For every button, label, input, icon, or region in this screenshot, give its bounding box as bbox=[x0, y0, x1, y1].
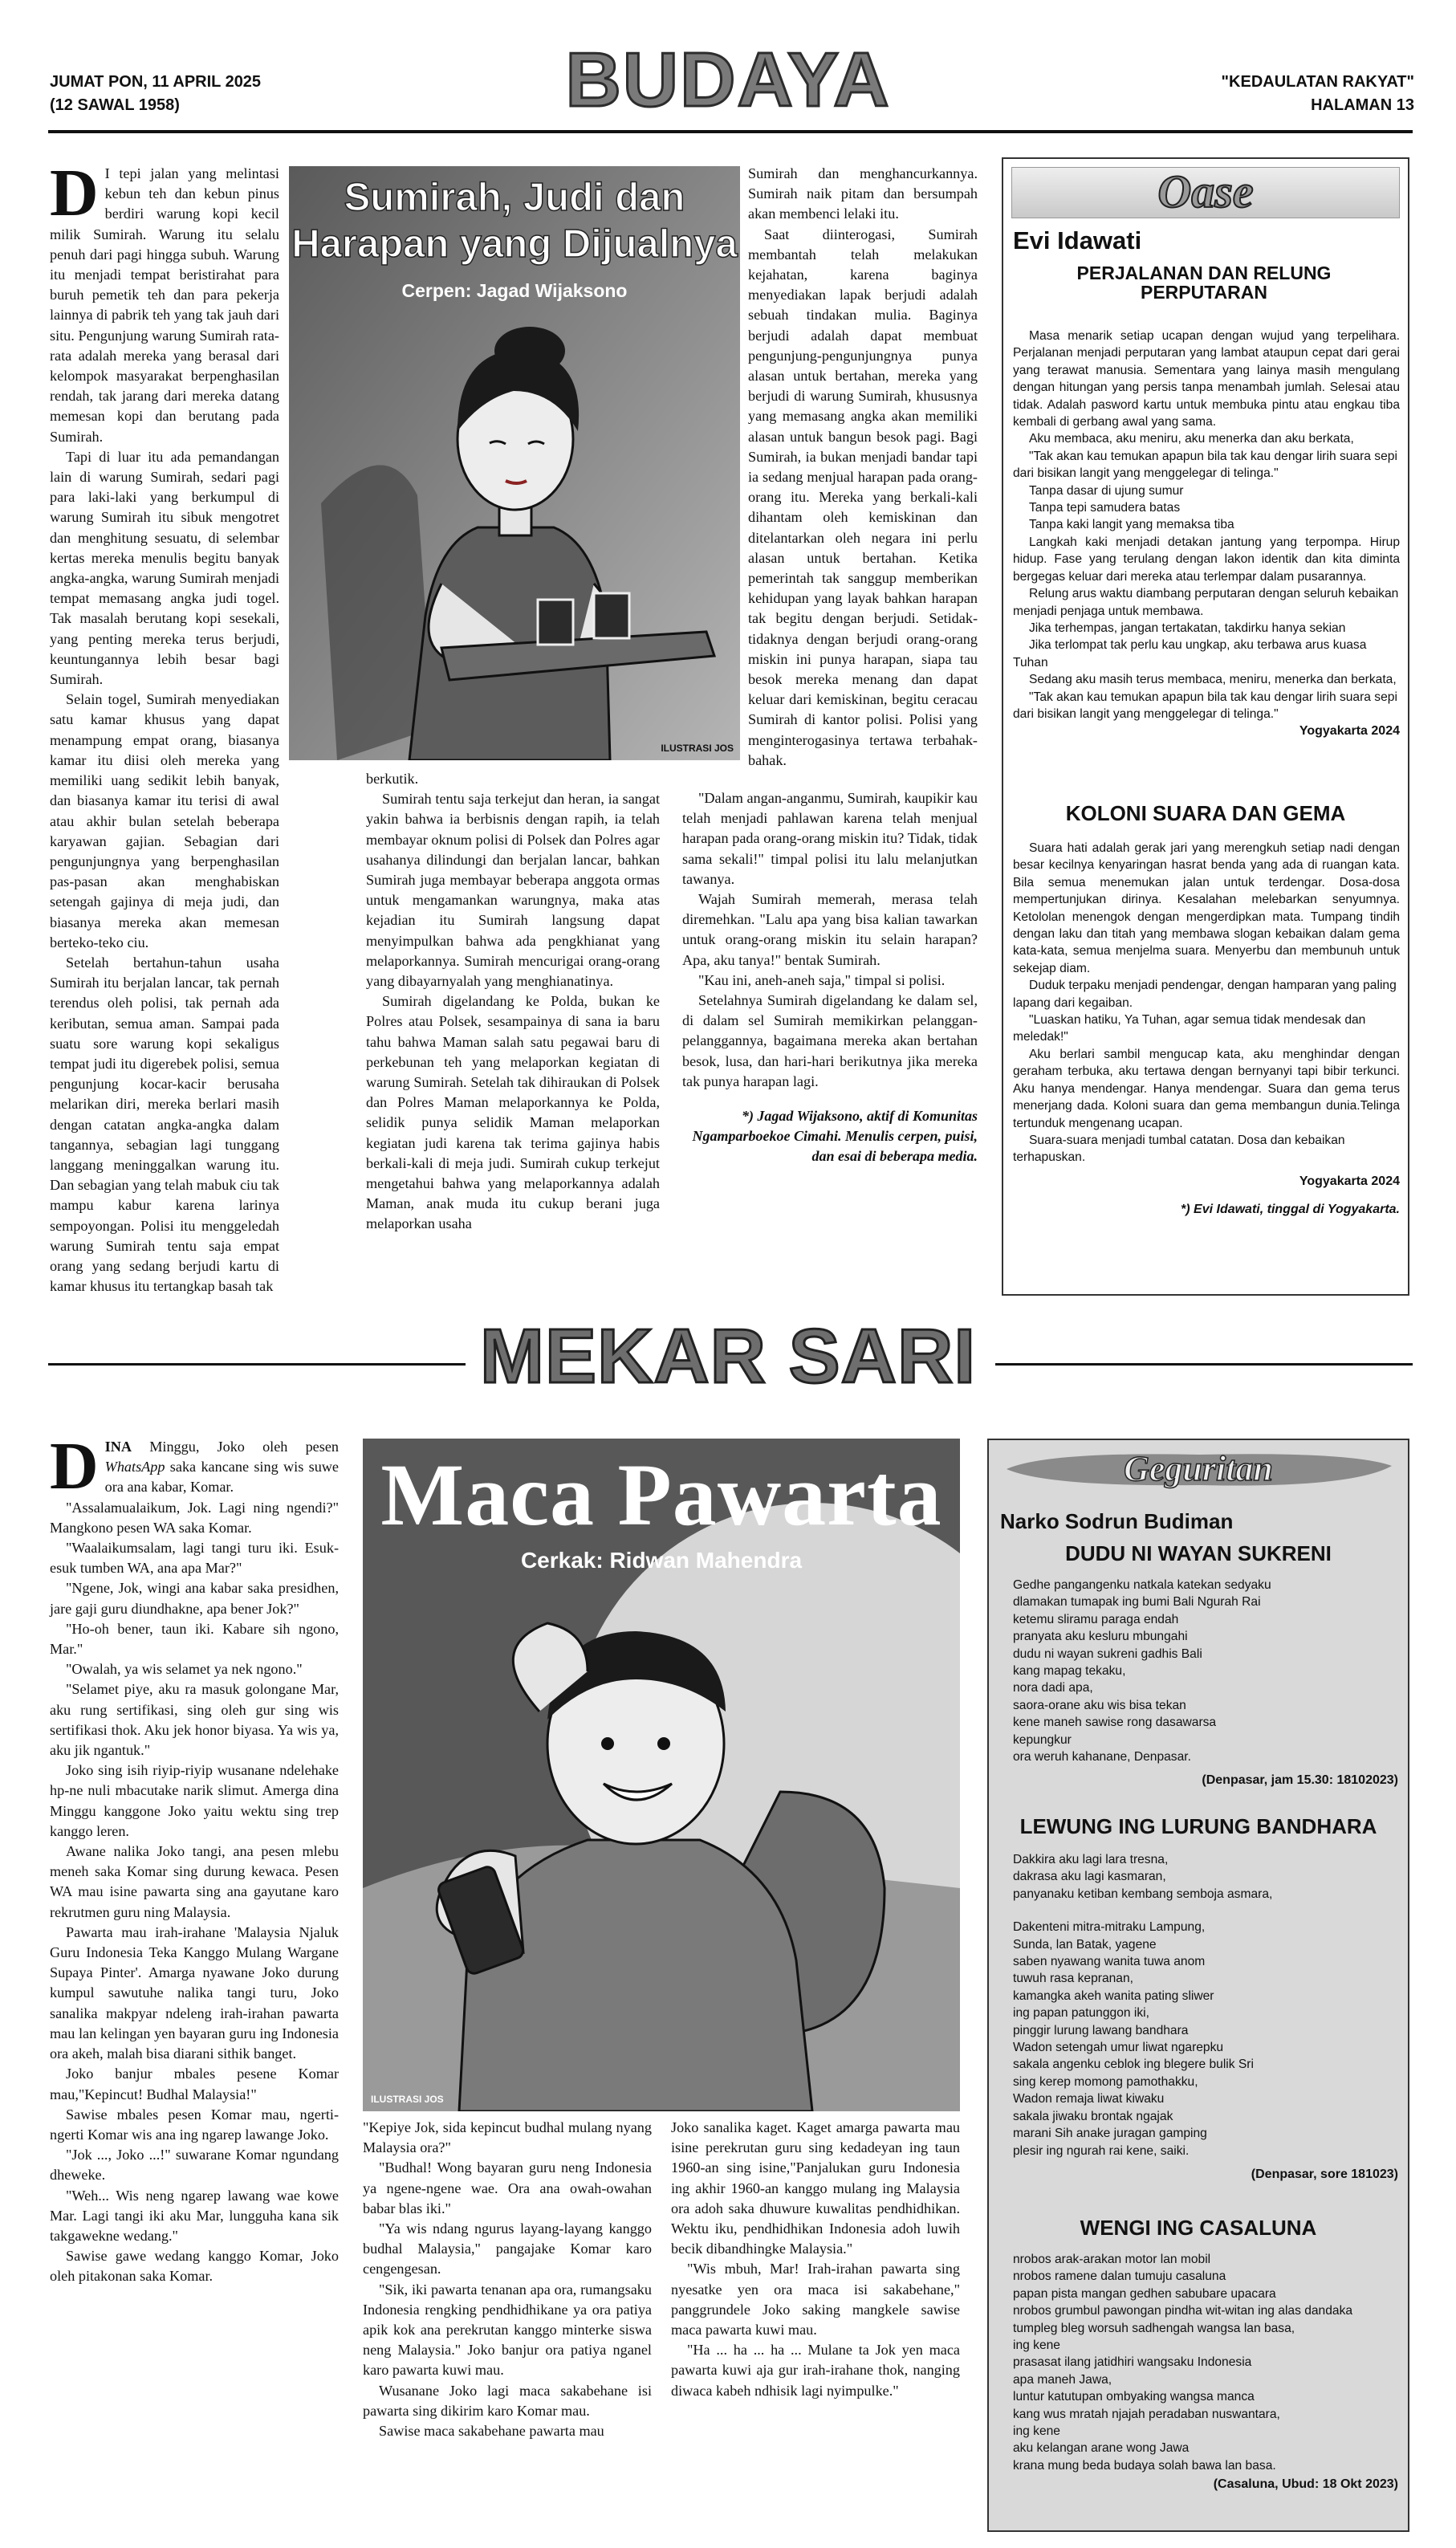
poem-line: nrobos ramene dalan tumuju casaluna bbox=[1013, 2269, 1226, 2284]
poem-line: Wadon remaja liwat kiwaku bbox=[1013, 2092, 1165, 2106]
poem-line: Aku membaca, aku meniru, aku menerka dan aku berkata, bbox=[1029, 432, 1354, 446]
poem-line: Langkah kaki menjadi detakan jantung yang terpompa. Hirup hidup. Fase yang terulang dengan lakon identik dan kita diminta bergegas keluar dari mereka atau terlempar dalam pusarannya. bbox=[1013, 535, 1400, 584]
masthead-paper-block bbox=[1222, 71, 1414, 117]
geguritan-place-3: (Casaluna, Ubud: 18 Okt 2023) bbox=[1213, 2477, 1398, 2492]
geguritan-place-2: (Denpasar, sore 181023) bbox=[1251, 2167, 1398, 2181]
geguritan-poem3 bbox=[1013, 2251, 1398, 2493]
cerkak-paragraph: "Weh... Wis neng ngarep lawang wae kowe Mar. Lagi tangi iki aku Mar, lungguha kana sik takgawekne wedang." bbox=[50, 2187, 339, 2244]
geguritan-box bbox=[987, 1439, 1409, 2532]
cerpen-paragraph: Sumirah tentu saja terkejut dan heran, ia sangat yakin bahwa ia berbisnis dengan rapih, ia telah membayar oknum polisi di Polsek dan Polres agar usahanya dilindungi dan berjalan lancar, bahkan Sumirah juga membayar beberapa anggota ormas untuk mengamankan warungnya, maka atas kejadian itu Sumirah langsung dapat menyimpulkan bahwa ada pengkhianat yang melaporkannya. Sumirah mencurigai orang-orang yang dibayarnyalah yang menghianatinya. bbox=[366, 791, 660, 990]
poem-line: dlamakan tumapak ing bumi Bali Ngurah Rai bbox=[1013, 1595, 1261, 1610]
poem-line: prasasat ilang jatidhiri wangsaku Indonesia bbox=[1013, 2355, 1252, 2370]
poem-line: saora-orane aku wis bisa tekan bbox=[1013, 1698, 1186, 1712]
geguritan-header-banner bbox=[998, 1447, 1398, 1492]
poem-line: panyanaku ketiban kembang semboja asmara, bbox=[1013, 1887, 1273, 1901]
cerkak-paragraph: "Ha ... ha ... ha ... Mulane ta Jok yen maca pawarta kuwi aja gur irah-irahane thok, nanging diwaca kabeh ndhisik lagi nyimpulke." bbox=[671, 2342, 960, 2399]
cerkak-column-2 bbox=[363, 2118, 652, 2441]
cerkak-title: Maca Pawarta bbox=[380, 1446, 942, 1544]
poem-line: Gedhe pangangenku natkala katekan sedyaku bbox=[1013, 1578, 1271, 1592]
poem-line: "Tak akan kau temukan apapun bila tak kau dengar lirih suara sepi dari bisikan langit yang menggelegar di telinga." bbox=[1013, 690, 1397, 721]
cerkak-paragraph: Joko banjur mbales pesene Komar mau,"Kepincut! Budhal Malaysia!" bbox=[50, 2066, 339, 2102]
cerpen-paragraph: "Dalam angan-anganmu, Sumirah, kaupikir kau telah menjadi pahlawan karena telah menjual harapan pada orang-orang miskin itu? Tidak, tidak sama sekali!" timpal polisi itu lalu melanjutkan tawanya. bbox=[682, 790, 978, 887]
cerpen-paragraph: "Kau ini, aneh-aneh saja," timpal si polisi. bbox=[698, 971, 946, 988]
oase-place-2: Yogyakarta 2024 bbox=[1299, 1174, 1400, 1188]
cerpen-column-1 bbox=[50, 156, 279, 1296]
poem-line: sakala angenku ceblok ing blegere bulik Sri bbox=[1013, 2058, 1254, 2072]
cerpen-column-2 bbox=[366, 769, 660, 1235]
dropcap: D bbox=[50, 156, 99, 230]
poem-line: ora weruh kahanane, Denpasar. bbox=[1013, 1750, 1191, 1764]
poem-line: ketemu sliramu paraga endah bbox=[1013, 1612, 1179, 1626]
cerkak-paragraph: Pawarta mau irah-irahane 'Malaysia Njaluk Guru Indonesia Teka Kanggo Mulang Wargane Supaya Pinter'. Amarga nyawane Joko durung kumpul sawutuhe nalika tangi turu, Joko sanalika makpyar ndeleng irah-irahan pawarta mau lan kelingan yen bayaran guru ing Indonesia ora akeh, malah bisa diarani sithik banget. bbox=[50, 1923, 339, 2062]
geguritan-poem3-title: WENGI ING CASALUNA bbox=[1080, 2216, 1317, 2240]
cerkak-lead-tail: saka kancane sing wis suwe ora ana kabar, Komar. bbox=[104, 1459, 339, 1496]
poem-line: pranyata aku kesluru mbungahi bbox=[1013, 1630, 1188, 1644]
poem-line: kang wus mratah njajah peradaban nuswantara, bbox=[1013, 2407, 1280, 2421]
poem-line: plesir ing ngurah rai kene, saiki. bbox=[1013, 2143, 1190, 2158]
oase-poem2-title: KOLONI SUARA DAN GEMA bbox=[1065, 801, 1346, 825]
poem-line: Tanpa tepi samudera batas bbox=[1029, 501, 1181, 515]
section-rule-right bbox=[995, 1363, 1413, 1366]
cerkak-paragraph: "Ya wis ndang ngurus layang-layang kanggo budhal Malaysia," pangajake Komar karo cengengesan. bbox=[363, 2220, 652, 2277]
cerkak-paragraph: Joko sanalika kaget. Kaget amarga pawarta mau isine perekrutan guru sing kedadeyan ing taun 1960-an sing isine,"Panjalukan guru Indonesia ing akhir 1960-an kanggo mulang ing Malaysia ora adoh saka dhuwure kuwalitas pendhidhikan. Wektu iku, pendhidhikan Indonesia adoh luwih becik dibandhingke Malaysia." bbox=[671, 2119, 960, 2257]
poem-line: Aku berlari sambil mengucap kata, aku menghindar dengan geraham terbuka, aku tertawa dengan bernyanyi tapi bibir terkunci. Aku hanya mendengar. Hanya mendengar. Suara dan gema terus menerjang dada. Koloni suara dan gema membangun dunia.Telinga tertunduk mengenang ucapan. bbox=[1013, 1047, 1400, 1130]
cerpen-paragraph: Wajah Sumirah memerah, merasa telah diremehkan. "Lalu apa yang bisa kalian tawarkan untuk orang-orang miskin itu selain harapan? Apa, aku tanya!" bentak Sumirah. bbox=[682, 891, 978, 968]
poem-line: sakala jiwaku brontak ngajak bbox=[1013, 2109, 1173, 2123]
dropcap: D bbox=[50, 1429, 99, 1504]
cerkak-lead-word: INA bbox=[104, 1439, 132, 1455]
oase-poem1-title: PERJALANAN DAN RELUNG PERPUTARAN bbox=[1076, 263, 1332, 303]
poem-line: tumpleg bleg worsuh sadhengah wangsa lan basa, bbox=[1013, 2321, 1295, 2335]
cerkak-paragraph: "Wis mbuh, Mar! Irah-irahan pawarta sing nyesatke yen ora maca isi sakabehane," panggrundele Joko saking mangkele sawise maca pawarta kuwi mau. bbox=[671, 2261, 960, 2338]
cerkak-paragraph: Sawise maca sakabehane pawarta mau bbox=[379, 2423, 604, 2440]
poem-line: luntur katutupan ombyaking wangsa manca bbox=[1013, 2390, 1255, 2404]
poem-line: nrobos grumbul pawongan pindha wit-witan ing alas dandaka bbox=[1013, 2304, 1353, 2318]
oase-place-1: Yogyakarta 2024 bbox=[1299, 724, 1400, 739]
section-title-mekar-sari: MEKAR SARI bbox=[479, 1313, 976, 1399]
cerkak-column-1 bbox=[50, 1429, 339, 2287]
cerkak-lead-italic: WhatsApp bbox=[104, 1459, 165, 1475]
stanza-gap bbox=[1013, 1903, 1398, 1919]
cerkak-column-3 bbox=[671, 2118, 960, 2401]
poem-line: papan pista mangan gedhen sabubare upacara bbox=[1013, 2286, 1276, 2301]
cerpen-column-3-bottom bbox=[682, 788, 978, 1166]
oase-box bbox=[1002, 157, 1409, 1296]
masthead-hijri-date: (12 SAWAL 1958) bbox=[50, 96, 180, 114]
cerkak-byline: Cerkak: Ridwan Mahendra bbox=[520, 1548, 803, 1573]
cerkak-paragraph: "Owalah, ya wis selamet ya nek ngono." bbox=[66, 1661, 303, 1678]
cerpen-paragraph: Tapi di luar itu ada pemandangan lain di warung Sumirah, sedari pagi para laki-laki yang berkumpul di warung Sumirah itu sibuk mengotret dan menghitung sesuatu, di selembar kertas mereka menulis begitu banyak angka-angka, warung Sumirah menjadi tempat memasang angka judi togel. Tak masalah berutang kopi sesekali, yang penting mereka terus berjudi, keuntungannya lebih besar bagi Sumirah. bbox=[50, 448, 279, 688]
poem-line: Masa menarik setiap ucapan dengan wujud yang terpelihara. Perjalanan menjadi perputaran yang lambat ataupun cepat dari gerai yang terawat manusia. Sementara yang lainya masih mengulang dengan hitungan yang persis tanpa menambah jumlah. Selesai atau tidak. Adalah pasword kartu untuk membuka pintu atau engkau tiba kembali di gerbang awal yang sama. bbox=[1013, 329, 1400, 429]
masthead-page-number: HALAMAN 13 bbox=[1311, 96, 1414, 114]
poem-line: Sunda, lan Batak, yagene bbox=[1013, 1937, 1157, 1952]
poem-line: ing kene bbox=[1013, 2424, 1060, 2439]
cerkak-paragraph: Sawise mbales pesen Komar mau, ngerti-ngerti Komar wis ana ing ngarep lawange Joko. bbox=[50, 2106, 339, 2143]
cerkak-paragraph: "Assalamualaikum, Jok. Lagi ning ngendi?" Mangkono pesen WA saka Komar. bbox=[50, 1499, 339, 1536]
poem-line: Dakenteni mitra-mitraku Lampung, bbox=[1013, 1920, 1206, 1935]
poem-line: kang mapag tekaku, bbox=[1013, 1664, 1126, 1679]
cerpen-column-3 bbox=[748, 164, 978, 771]
poem-line: nora dadi apa, bbox=[1013, 1681, 1093, 1695]
cerkak-illustration-credit: ILUSTRASI JOS bbox=[371, 2094, 444, 2105]
poem-line: kene maneh sawise rong dasawarsa bbox=[1013, 1716, 1217, 1730]
cerpen-paragraph: Setelah bertahun-tahun usaha Sumirah itu berjalan lancar, tak pernah terendus oleh polisi, tak pernah ada keributan, semua aman. Sampai pada suatu sore warung kopi sekaligus tempat judi itu digerebek polisi, semua pengunjung kocar-kacir berusaha melarikan diri, mereka berlari masih dengan catatan angka-angka dalam tangannya, sebagian lagi tunggang langgang meninggalkan warung itu. Dan sebagian yang telah mabuk ciu tak mampu kabur karena larinya sempoyongan. Polisi itu menggeledah warung Sumirah tentu saja empat orang yang sedang berjudi kartu di kamar khusus itu tertangkap basah tak bbox=[50, 954, 279, 1295]
poem-line: apa maneh Jawa, bbox=[1013, 2372, 1112, 2387]
poem-line: dudu ni wayan sukreni gadhis Bali bbox=[1013, 1646, 1202, 1661]
masthead-paper-name: "KEDAULATAN RAKYAT" bbox=[1221, 73, 1414, 91]
cerkak-paragraph: "Sik, iki pawarta tenanan apa ora, rumangsaku Indonesia rengking pendhidhikane ya ora patiya apik kok ana perekrutan kanggo minterke siswa neng Malaysia." Joko banjur ora patiya nganel karo pawarta kuwi mau. bbox=[363, 2281, 652, 2379]
cerpen-illustration bbox=[289, 166, 740, 760]
poem-line: nrobos arak-arakan motor lan mobil bbox=[1013, 2253, 1211, 2266]
cerkak-paragraph: "Budhal! Wong bayaran guru neng Indonesia ya ngene-ngene wae. Ora ana owah-owahan babar blas iki." bbox=[363, 2159, 652, 2216]
cerkak-paragraph: "Jok ..., Joko ...!" suwarane Komar ngundang dheweke. bbox=[50, 2147, 339, 2184]
poem-line: "Tak akan kau temukan apapun bila tak kau dengar lirih suara sepi dari bisikan langit yang menggelegar di telinga." bbox=[1013, 449, 1397, 481]
geguritan-author: Narko Sodrun Budiman bbox=[1000, 1509, 1234, 1533]
poem-line: krana mung beda budaya solah bawa lan basa. bbox=[1013, 2458, 1276, 2473]
cerpen-paragraph: I tepi jalan yang melintasi kebun teh dan kebun pinus berdiri warung kopi kecil milik Sumirah. Warung itu selalu penuh dari pagi hingga subuh. Warung itu menjadi tempat beristirahat para buruh pemetik teh dan para pekerja lainnya di pabrik teh yang tak jauh dari situ. Pengunjung warung Sumirah rata-rata adalah mereka yang berasal dari kelompok masyarakat berpenghasilan rendah, tak jarang dari mereka datang memesan kopi dan berutang pada Sumirah. bbox=[50, 165, 279, 445]
oase-header-banner bbox=[1011, 167, 1400, 218]
poem-line: kamangka akeh wanita pating sliwer bbox=[1013, 1988, 1214, 2003]
geguritan-header: Geguritan bbox=[1124, 1449, 1273, 1488]
geguritan-poem1 bbox=[1013, 1577, 1398, 1789]
oase-poem2 bbox=[1013, 840, 1400, 1219]
poem-line: aku kelangan arane wong Jawa bbox=[1013, 2441, 1190, 2456]
cerpen-paragraph: Saat diinterogasi, Sumirah membantah telah melakukan kejahatan, karena baginya menyediakan lapak berjudi adalah sebuah tindakan mulia. Baginya berjudi adalah dapat membuat pengunjung-pengunjungnya punya alasan untuk bertahan, mereka yang berjudi di warung Sumirah, khususnya yang memasang angka akan memiliki alasan untuk bangun besok pagi. Bagi Sumirah, ia bukan menjadi bandar tapi ia sedang menjual harapan pada orang-orang itu. Mereka yang berkali-kali dihantam oleh kemiskinan dan ditelantarkan oleh negara ini perlu alasan untuk bertahan. Ketika pemerintah tak sanggup memberikan kehidupan yang layak bahkan harapan tak begitu dengan berjudi. Setidak-tidaknya dengan berjudi orang-orang miskin ini punya harapan, siapa tau besok mereka menang dan dapat keluar dari kemiskinan, begitu ceracau Sumirah di kantor polisi. Polisi yang menginterogasinya tertawa terbahak-bahak. bbox=[748, 226, 978, 768]
cerpen-illustration-credit: ILUSTRASI JOS bbox=[661, 743, 734, 754]
poem-line: sing kerep momong pamothakku, bbox=[1013, 2074, 1198, 2089]
oase-poem1 bbox=[1013, 328, 1400, 740]
cerpen-paragraph: Selain togel, Sumirah menyediakan satu kamar khusus yang dapat menampung empat orang, biasanya kamar itu diisi oleh mereka yang memiliki uang sedikit lebih banyak, dan biasanya kamar itu terisi di awal atau akhir bulan setelah beberapa karyawan gajian. Sebagian dari pengunjungnya yang berpenghasilan pas-pasan akan menghabiskan setengah gajinya di meja judi, dan biasanya mereka akan memesan berteko-teko ciu. bbox=[50, 691, 279, 950]
cerpen-author-bio: *) Jagad Wijaksono, aktif di Komunitas Ngamparboekoe Cimahi. Menulis cerpen, puisi, dan esai di beberapa media. bbox=[692, 1108, 978, 1165]
oase-author: Evi Idawati bbox=[1013, 226, 1142, 254]
poem-line: Tanpa dasar di ujung sumur bbox=[1029, 483, 1184, 498]
cerkak-illustration bbox=[363, 1439, 960, 2111]
geguritan-poem1-title: DUDU NI WAYAN SUKRENI bbox=[1065, 1541, 1332, 1565]
poem-line: dakrasa aku lagi kasmaran, bbox=[1013, 1870, 1166, 1884]
poem-line: saben nyawang wanita tuwa anom bbox=[1013, 1955, 1206, 1969]
cerkak-paragraph: "Waalaikumsalam, lagi tangi turu iki. Esuk-esuk tumben WA, ana apa Mar?" bbox=[50, 1540, 339, 1577]
cerpen-paragraph: berkutik. bbox=[366, 771, 419, 787]
geguritan-place-1: (Denpasar, jam 15.30: 18102023) bbox=[1202, 1773, 1398, 1788]
poem-line: Jika terlompat tak perlu kau ungkap, aku terbawa arus kuasa Tuhan bbox=[1013, 638, 1367, 670]
poem-line: Sedang aku masih terus membaca, meniru, menerka dan berkata, bbox=[1029, 673, 1397, 687]
oase-author-bio: *) Evi Idawati, tinggal di Yogyakarta. bbox=[1181, 1203, 1400, 1217]
cerkak-paragraph: Awane nalika Joko tangi, ana pesen mlebu meneh saka Komar sing durung kewaca. Pesen WA mau isine pawarta sing ana gayutane karo rekrutmen guru ning Malaysia. bbox=[50, 1843, 339, 1920]
cerpen-paragraph: Sumirah dan menghancurkannya. Sumirah naik pitam dan bersumpah akan membenci lelaki itu. bbox=[748, 165, 978, 222]
poem-line: "Luaskan hatiku, Ya Tuhan, agar semua tidak mendesak dan meledak!" bbox=[1013, 1013, 1366, 1044]
poem-line: kepungkur bbox=[1013, 1732, 1072, 1747]
cerkak-paragraph: Wusanane Joko lagi maca sakabehane isi pawarta sing dikirim karo Komar mau. bbox=[363, 2382, 652, 2419]
cerkak-paragraph: "Ngene, Jok, wingi ana kabar saka presidhen, jare gaji guru diundhakne, apa bener Jok?" bbox=[50, 1580, 339, 1617]
poem-line: marani Sih anake juragan gamping bbox=[1013, 2127, 1207, 2141]
cerpen-title: Sumirah, Judi dan Harapan yang Dijualnya bbox=[291, 176, 738, 266]
poem-line: ing papan patunggon iki, bbox=[1013, 2006, 1149, 2021]
poem-line: tuwuh rasa kepranan, bbox=[1013, 1972, 1133, 1986]
oase-header: Oase bbox=[1157, 165, 1254, 218]
cerkak-paragraph: Sawise gawe wedang kanggo Komar, Joko oleh pitakonan saka Komar. bbox=[50, 2248, 339, 2285]
poem-line: Tanpa kaki langit yang memaksa tiba bbox=[1029, 518, 1234, 532]
poem-line: Duduk terpaku menjadi pendengar, dengan hamparan yang paling lapang dari kegaiban. bbox=[1013, 979, 1397, 1010]
poem-line: Relung arus waktu diambang perputaran dengan seluruh kebaikan menjadi penjaga untuk membawa. bbox=[1013, 587, 1399, 618]
geguritan-poem2 bbox=[1013, 1851, 1398, 2183]
poem-line: Dakkira aku lagi lara tresna, bbox=[1013, 1853, 1169, 1866]
poem-line: Suara hati adalah gerak jari yang merengkuh setiap nadi dengan besar kecilnya kenyaringan hasrat benda yang ada di ruangan kata. Bila semua menemukan jalan untuk terdengar. Dosa-dosa mempertunjukan dirinya. Kesalahan melebarkan senyumnya. Ketololan menengok dengan mengerdipkan mata. Tumpang tindih dengan laku dan titah yang membawa slogan kebaikan dalam gema kata-kata, semua menjelma suara. Menyerbu dan membunuh untuk sekejap diam. bbox=[1013, 841, 1400, 975]
cerkak-lead-text: Minggu, Joko oleh pesen bbox=[132, 1439, 339, 1455]
poem-line: Suara-suara menjadi tumbal catatan. Dosa dan kebaikan terhapuskan. bbox=[1013, 1133, 1345, 1165]
poem-line: pinggir lurung lawang bandhara bbox=[1013, 2023, 1189, 2037]
section-title-budaya: BUDAYA bbox=[565, 37, 891, 123]
cerkak-paragraph: "Ho-oh bener, taun iki. Kabare sih ngono, Mar." bbox=[50, 1620, 339, 1658]
geguritan-poem2-title: LEWUNG ING LURUNG BANDHARA bbox=[1019, 1814, 1377, 1838]
cerkak-paragraph: "Kepiye Jok, sida kepincut budhal mulang nyang Malaysia ora?" bbox=[363, 2119, 652, 2156]
poem-line: ing kene bbox=[1013, 2338, 1060, 2353]
cerpen-paragraph: Setelahnya Sumirah digelandang ke dalam sel, di dalam sel Sumirah memikirkan pelanggan-pelanggannya, bagaimana mereka akan bertahan besok, lusa, dan hari-hari berikutnya jika mereka tak punya harapan lagi. bbox=[682, 992, 978, 1089]
cerkak-paragraph: Joko sing isih riyip-riyip wusanane ndelehake hp-ne nuli mbacutake narik slimut. Amerga dina Minggu kanggone Joko yaitu wektu sing trep kanggo leren. bbox=[50, 1762, 339, 1839]
masthead-date: JUMAT PON, 11 APRIL 2025 bbox=[50, 73, 262, 91]
cerpen-byline: Cerpen: Jagad Wijaksono bbox=[401, 280, 628, 301]
poem-line: Wadon setengah umur liwat ngarepku bbox=[1013, 2041, 1224, 2055]
poem-line: Jika terhempas, jangan tertakatan, takdirku hanya sekian bbox=[1029, 621, 1346, 635]
masthead-rule bbox=[48, 130, 1413, 133]
cerpen-paragraph: Sumirah digelandang ke Polda, bukan ke Polres atau Polsek, sesampainya di sana ia baru tahu bahwa Maman salah satu pegawai baru di perkebunan teh yang melaporkan kegiatan di warung Sumirah. Setelah tak dihiraukan di Polsek dan Polres Maman melaporkannya ke Polda, selidik punya selidik Maman melaporkan kegiatan judi karena tak terima gajinya habis berkali-kali di meja judi. Sumirah cukup terkejut mengetahui bahwa yang melaporkannya adalah Maman, anak muda itu cukup berani juga melaporkan usaha bbox=[366, 993, 660, 1232]
cerkak-paragraph: "Selamet piye, aku ra masuk golongane Mar, aku rung sertifikasi, sing oleh gur sing wis sertifikasi thok. Aku jek honor biyasa. Ya wis ya, aku jik ngantuk." bbox=[50, 1681, 339, 1759]
